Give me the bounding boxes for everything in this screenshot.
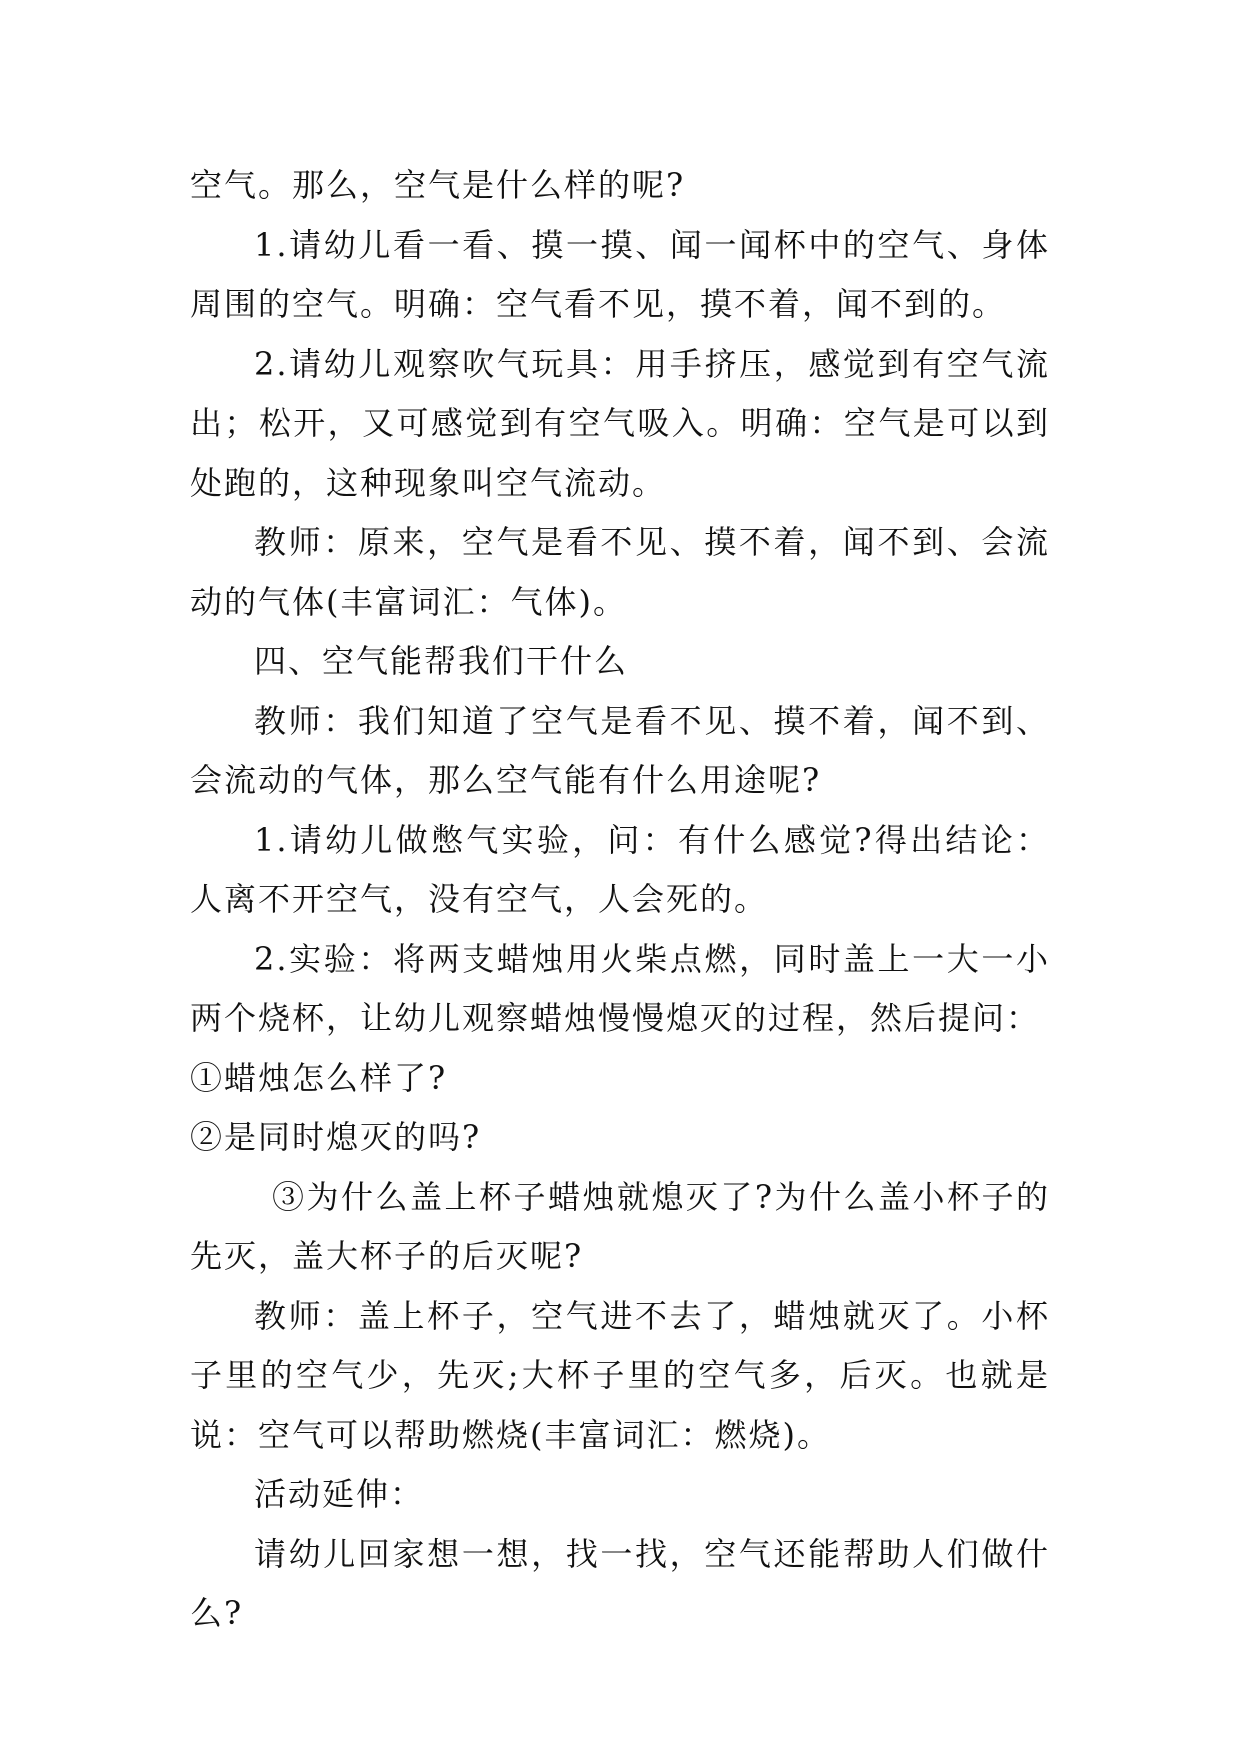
document-body	[190, 156, 1050, 1644]
question-item-3: ③为什么盖上杯子蜡烛就熄灭了?为什么盖小杯子的先灭，盖大杯子的后灭呢?	[190, 1177, 1050, 1275]
section-heading-extension: 活动延伸：	[254, 1475, 425, 1513]
paragraph-teacher-conclusion: 教师：盖上杯子，空气进不去了，蜡烛就灭了。小杯子里的空气少，先灭;大杯子里的空气多，后灭。也就是说：空气可以帮助燃烧(丰富词汇：燃烧)。	[190, 1296, 1050, 1454]
paragraph-step-2-toy: 2.请幼儿观察吹气玩具：用手挤压，感觉到有空气流出；松开，又可感觉到有空气吸入。明确：空气是可以到处跑的，这种现象叫空气流动。	[190, 344, 1050, 502]
question-item-2: ②是同时熄灭的吗?	[190, 1118, 482, 1156]
paragraph-teacher-question: 教师：我们知道了空气是看不见、摸不着，闻不到、会流动的气体，那么空气能有什么用途呢?	[190, 701, 1050, 799]
paragraph-step-1-observe: 1.请幼儿看一看、摸一摸、闻一闻杯中的空气、身体周围的空气。明确：空气看不见，摸不着，闻不到的。	[190, 225, 1050, 323]
question-item-1: ①蜡烛怎么样了?	[190, 1058, 448, 1097]
paragraph-breath-experiment: 1.请幼儿做憋气实验，问：有什么感觉?得出结论：人离不开空气，没有空气，人会死的。	[190, 820, 1050, 918]
paragraph-candle-experiment: 2.实验：将两支蜡烛用火柴点燃，同时盖上一大一小两个烧杯，让幼儿观察蜡烛慢慢熄灭的过程，然后提问：	[190, 939, 1050, 1037]
paragraph-teacher-summary: 教师：原来，空气是看不见、摸不着，闻不到、会流动的气体(丰富词汇：气体)。	[190, 523, 1050, 621]
section-heading-four: 四、空气能帮我们干什么	[254, 642, 629, 680]
paragraph-continuation: 空气。那么，空气是什么样的呢?	[190, 166, 686, 204]
paragraph-extension-task: 请幼儿回家想一想，找一找，空气还能帮助人们做什么?	[190, 1534, 1050, 1632]
